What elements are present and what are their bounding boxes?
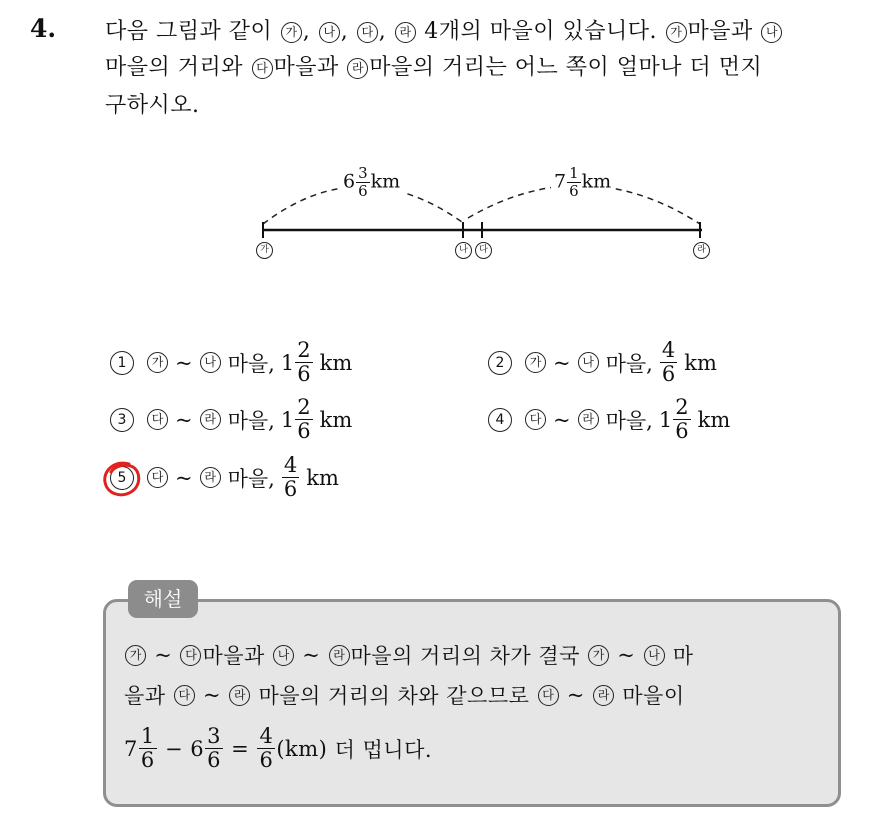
denominator: 6 bbox=[569, 182, 579, 200]
solution-tag: 해설 bbox=[128, 580, 198, 618]
village-symbol: 가 bbox=[147, 352, 168, 373]
village-symbol: 나 bbox=[273, 645, 294, 666]
unit: km bbox=[581, 170, 612, 193]
village-symbol: 가 bbox=[125, 645, 146, 666]
tilde: ~ bbox=[302, 643, 321, 667]
whole-part: 1 bbox=[280, 350, 295, 375]
tilde: ~ bbox=[566, 683, 585, 707]
denominator: 6 bbox=[358, 182, 368, 200]
village-symbol: 나 bbox=[644, 645, 665, 666]
question-text: 4개의 마을이 있습니다. bbox=[424, 19, 658, 44]
solution-text: 을과 bbox=[124, 684, 166, 708]
numerator: 1 bbox=[569, 164, 579, 182]
option-text: 마을, bbox=[605, 351, 653, 376]
solution-text: 더 멉니다. bbox=[334, 737, 433, 762]
fraction: $\frac{2}{6}$ bbox=[297, 395, 311, 443]
village-symbol: 나 bbox=[578, 352, 599, 373]
solution-text: 마 bbox=[672, 644, 694, 668]
option-text: 마을, bbox=[605, 408, 653, 433]
option-2[interactable] bbox=[488, 340, 717, 385]
village-symbol: 다 bbox=[147, 467, 168, 488]
solution-line-1 bbox=[124, 640, 694, 670]
option-text: 마을, bbox=[227, 466, 275, 491]
option-text: 마을, bbox=[227, 351, 275, 376]
village-symbol: 라 bbox=[578, 409, 599, 430]
question-line-3: 구하시오. bbox=[105, 93, 200, 118]
fraction: $\frac{1}{6}$ bbox=[140, 724, 155, 772]
whole-part: 7 bbox=[554, 170, 567, 193]
option-text: 마을, bbox=[227, 408, 275, 433]
village-da-point-label: 다 bbox=[475, 242, 492, 259]
right-distance-label bbox=[551, 166, 614, 199]
unit: km bbox=[319, 350, 353, 375]
village-da-symbol: 다 bbox=[252, 58, 273, 79]
fraction: $\frac{2}{6}$ bbox=[675, 395, 689, 443]
village-da-symbol: 다 bbox=[357, 22, 378, 43]
whole-part: 6 bbox=[343, 170, 356, 193]
village-ga-symbol: 가 bbox=[666, 22, 687, 43]
fraction: $\frac{4}{6}$ bbox=[283, 453, 298, 501]
village-ga-point-label: 가 bbox=[256, 242, 273, 259]
village-symbol: 라 bbox=[593, 685, 614, 706]
tilde: ~ bbox=[175, 407, 193, 432]
village-na-symbol: 나 bbox=[319, 22, 340, 43]
tilde: ~ bbox=[202, 683, 222, 707]
question-number: 4. bbox=[30, 14, 57, 43]
unit: km bbox=[697, 407, 731, 432]
fraction: $\frac{4}{6}$ bbox=[259, 724, 274, 772]
village-symbol: 라 bbox=[229, 685, 250, 706]
solution-equation: 7 $\frac{1}{6}$ − 6 $\frac{3}{6}$ = $\frac{4}{6}$ (km) 더 멉니다. bbox=[124, 724, 433, 772]
question-text: 다음 그림과 같이 bbox=[105, 19, 273, 44]
village-symbol: 다 bbox=[538, 685, 559, 706]
tilde: ~ bbox=[553, 350, 571, 375]
tilde: ~ bbox=[175, 465, 193, 490]
village-symbol: 다 bbox=[525, 409, 546, 430]
question-text: 마을과 bbox=[273, 55, 339, 80]
unit: km bbox=[306, 465, 339, 490]
option-number: 1 bbox=[110, 351, 134, 375]
option-3[interactable] bbox=[110, 397, 352, 442]
unit: km bbox=[319, 407, 353, 432]
village-ra-point-label: 라 bbox=[693, 242, 710, 259]
solution-text: 마을의 거리의 차와 같으므로 bbox=[258, 684, 530, 708]
fraction: $\frac{4}{6}$ bbox=[661, 338, 676, 386]
unit: (km) bbox=[276, 736, 328, 761]
answer-mark-circle bbox=[99, 458, 147, 502]
solution-line-2 bbox=[124, 680, 685, 710]
tilde: ~ bbox=[553, 407, 571, 432]
tilde: ~ bbox=[617, 643, 636, 667]
option-number: 2 bbox=[488, 351, 512, 375]
equals-sign: = bbox=[231, 736, 250, 761]
fraction: $\frac{3}{6}$ bbox=[207, 724, 221, 772]
village-symbol: 나 bbox=[200, 352, 221, 373]
option-1[interactable] bbox=[110, 340, 352, 385]
village-symbol: 라 bbox=[329, 645, 350, 666]
question-line-1: 다음 그림과 같이 가 , 나 , 다 , 라 4개의 마을이 있습니다. 가 마을과 나 bbox=[105, 14, 783, 45]
option-4[interactable] bbox=[488, 397, 730, 442]
numerator: 3 bbox=[358, 164, 368, 182]
solution-text: 마을의 거리의 차가 결국 bbox=[350, 644, 580, 668]
village-symbol: 가 bbox=[525, 352, 546, 373]
fraction bbox=[356, 166, 370, 199]
unit: km bbox=[370, 170, 401, 193]
village-ra-symbol: 라 bbox=[347, 58, 368, 79]
village-ga-symbol: 가 bbox=[281, 22, 302, 43]
village-symbol: 라 bbox=[200, 467, 221, 488]
village-na-symbol: 나 bbox=[761, 22, 782, 43]
fraction: $\frac{2}{6}$ bbox=[297, 338, 311, 386]
option-number: 3 bbox=[110, 408, 134, 432]
village-symbol: 다 bbox=[180, 645, 201, 666]
village-na-point-label: 나 bbox=[455, 242, 472, 259]
village-symbol: 가 bbox=[588, 645, 609, 666]
village-symbol: 다 bbox=[174, 685, 195, 706]
option-number: 4 bbox=[488, 408, 512, 432]
question-text: 마을과 bbox=[687, 19, 753, 44]
question-text: 마을의 거리와 bbox=[105, 55, 244, 80]
minus-sign: − bbox=[164, 736, 184, 761]
village-symbol: 라 bbox=[200, 409, 221, 430]
tilde: ~ bbox=[154, 643, 173, 667]
whole-part: 1 bbox=[280, 407, 295, 432]
whole-part: 1 bbox=[658, 407, 673, 432]
left-distance-label bbox=[340, 166, 403, 199]
unit: km bbox=[684, 350, 717, 375]
solution-text: 마을이 bbox=[622, 684, 685, 708]
tilde: ~ bbox=[175, 350, 193, 375]
village-symbol: 다 bbox=[147, 409, 168, 430]
option-number: 5 bbox=[110, 466, 134, 490]
question-text: 마을의 거리는 어느 쪽이 얼마나 더 먼지 bbox=[369, 55, 763, 80]
solution-text: 마을과 bbox=[202, 644, 265, 668]
village-ra-symbol: 라 bbox=[395, 22, 416, 43]
fraction bbox=[567, 166, 581, 199]
